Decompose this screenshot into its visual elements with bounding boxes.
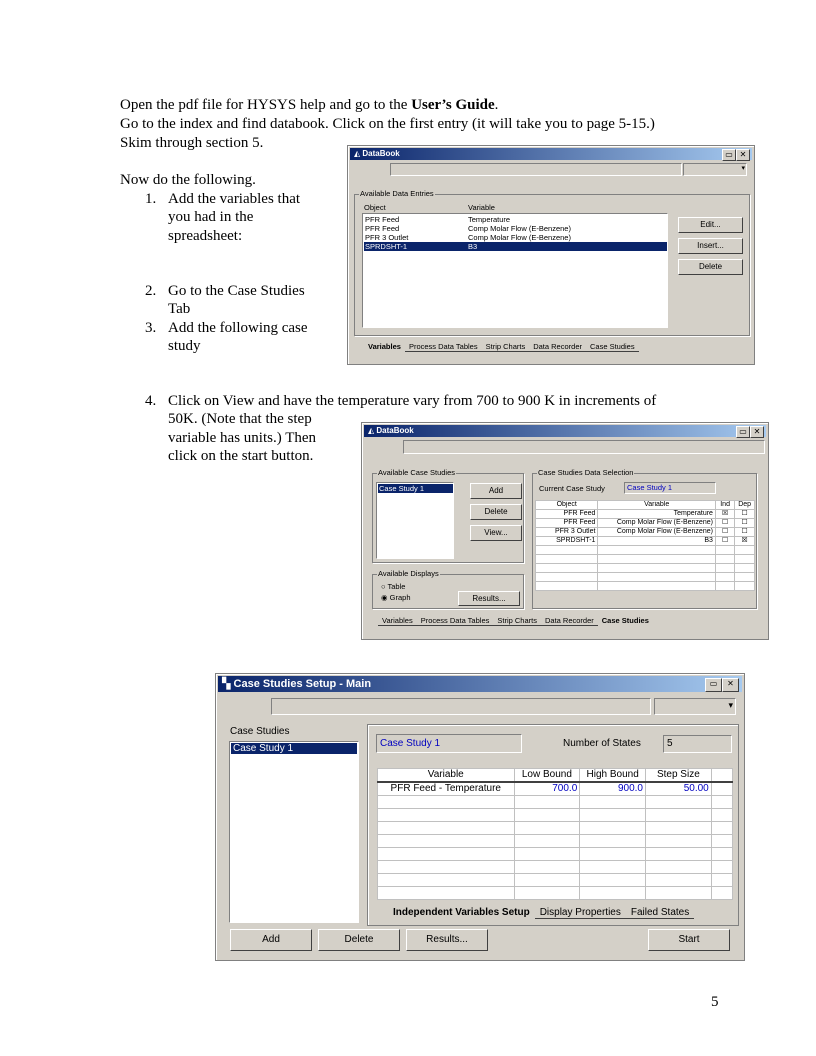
- group-label: Available Case Studies: [378, 468, 455, 477]
- unit-dropdown[interactable]: [654, 698, 736, 715]
- results-button[interactable]: Results...: [458, 591, 520, 606]
- minimize-icon[interactable]: ▭: [722, 149, 736, 161]
- tab-process-data-tables[interactable]: Process Data Tables: [417, 616, 494, 626]
- table-row[interactable]: PFR Feed - Temperature 700.0 900.0 50.00: [378, 782, 733, 796]
- tab-strip-charts[interactable]: Strip Charts: [482, 342, 530, 352]
- name-field[interactable]: [271, 698, 651, 715]
- column-header-variable: Variable: [468, 203, 495, 212]
- table-row-empty: [378, 874, 733, 887]
- list-item-selected[interactable]: Case Study 1: [378, 484, 453, 493]
- ind-checkbox[interactable]: ☒: [715, 510, 734, 519]
- edit-button[interactable]: Edit...: [678, 217, 743, 233]
- column-header: Object: [536, 501, 598, 510]
- window-title: ◭ DataBook ▭ ✕: [350, 148, 752, 160]
- available-case-studies-group: [372, 468, 524, 563]
- chevron-down-icon: ▾: [728, 700, 733, 710]
- databook-window-variables: [347, 145, 755, 365]
- column-header: Step Size: [646, 769, 712, 783]
- step-4-line: click on the start button.: [168, 448, 314, 464]
- step-4-number: 4.: [145, 393, 157, 409]
- setup-tab-bar: [388, 907, 694, 919]
- step-3-number: 3.: [145, 320, 157, 336]
- group-label: Available Data Entries: [360, 189, 434, 198]
- close-icon[interactable]: ✕: [750, 426, 764, 438]
- list-item[interactable]: PFR Feed Temperature: [365, 215, 511, 224]
- unit-dropdown[interactable]: [683, 163, 747, 176]
- tab-independent-variables-setup[interactable]: Independent Variables Setup: [393, 907, 530, 918]
- list-item-selected[interactable]: SPRDSHT-1 B3: [364, 242, 667, 251]
- databook-tab-bar: [364, 342, 639, 352]
- tab-strip-charts[interactable]: Strip Charts: [493, 616, 541, 626]
- instruction-line-2: Go to the index and find databook. Click on the first entry (it will take you to page 5-15.): [120, 116, 655, 132]
- radio-graph[interactable]: ◉ Graph: [381, 593, 411, 602]
- table-row: SPRDSHT-1 B3 ☐ ☒: [536, 537, 755, 546]
- number-of-states-label: Number of States: [563, 738, 641, 749]
- data-entries-list[interactable]: [362, 213, 668, 328]
- table-row-empty: [378, 809, 733, 822]
- group-label: Case Studies Data Selection: [538, 468, 634, 477]
- table-row-empty: [378, 887, 733, 900]
- tab-failed-states[interactable]: Failed States: [626, 907, 694, 919]
- setup-panel: [367, 724, 739, 926]
- step-4-line: 50K. (Note that the step: [168, 411, 312, 427]
- tab-case-studies[interactable]: Case Studies: [601, 616, 649, 625]
- dep-checkbox[interactable]: ☐: [735, 510, 755, 519]
- column-header: Variable: [598, 501, 716, 510]
- ind-checkbox[interactable]: ☐: [715, 528, 734, 537]
- step-4-line: variable has units.) Then: [168, 430, 317, 446]
- table-row: PFR Feed Temperature ☒ ☐: [536, 510, 755, 519]
- case-studies-list[interactable]: [229, 741, 359, 923]
- column-header: Variable: [378, 769, 515, 783]
- case-studies-data-selection-group: [532, 468, 757, 609]
- table-row: PFR 3 Outlet Comp Molar Flow (E-Benzene) ☐ ☐: [536, 528, 755, 537]
- table-row-empty: [536, 546, 755, 555]
- page-number: 5: [711, 994, 719, 1010]
- table-row-empty: [536, 582, 755, 591]
- column-header: Low Bound: [514, 769, 580, 783]
- current-case-study-field[interactable]: Case Study 1: [624, 482, 716, 494]
- column-header-object: Object: [364, 203, 386, 212]
- name-field[interactable]: [403, 440, 765, 454]
- tab-data-recorder[interactable]: Data Recorder: [541, 616, 598, 626]
- view-button[interactable]: View...: [470, 525, 522, 541]
- window-title: ▚ Case Studies Setup - Main ▭ ✕: [218, 676, 742, 692]
- insert-button[interactable]: Insert...: [678, 238, 743, 254]
- step-3-line: Add the following case: [168, 320, 308, 336]
- tab-data-recorder[interactable]: Data Recorder: [529, 342, 586, 352]
- list-item-selected[interactable]: Case Study 1: [231, 743, 357, 754]
- step-2-line: Go to the Case Studies: [168, 283, 305, 299]
- step-2-line: Tab: [168, 301, 191, 317]
- table-row: PFR Feed Comp Molar Flow (E-Benzene) ☐ ☐: [536, 519, 755, 528]
- table-row-empty: [536, 564, 755, 573]
- radio-table[interactable]: ○ Table: [381, 582, 406, 591]
- dep-checkbox[interactable]: ☐: [735, 528, 755, 537]
- delete-button[interactable]: Delete: [470, 504, 522, 520]
- case-name-field[interactable]: Case Study 1: [376, 734, 522, 753]
- table-row-empty: [378, 848, 733, 861]
- step-1-line: spreadsheet:: [168, 228, 243, 244]
- minimize-icon[interactable]: ▭: [736, 426, 750, 438]
- instruction-line-1: Open the pdf file for HYSYS help and go to the User’s Guide.: [120, 97, 499, 113]
- window-title: ◭ DataBook ▭ ✕: [364, 425, 766, 437]
- table-row-empty: [378, 796, 733, 809]
- table-row-empty: [536, 573, 755, 582]
- dep-checkbox[interactable]: ☐: [735, 519, 755, 528]
- step-1-line: you had in the: [168, 209, 254, 225]
- instruction-line-4: Now do the following.: [120, 172, 256, 188]
- close-icon[interactable]: ✕: [736, 149, 750, 161]
- table-row-empty: [536, 555, 755, 564]
- case-studies-setup-window: [215, 673, 745, 961]
- delete-button[interactable]: Delete: [678, 259, 743, 275]
- name-field[interactable]: [390, 163, 682, 176]
- results-button[interactable]: Results...: [406, 929, 488, 951]
- start-button[interactable]: Start: [648, 929, 730, 951]
- delete-button[interactable]: Delete: [318, 929, 400, 951]
- case-studies-label: Case Studies: [230, 726, 290, 737]
- tab-process-data-tables[interactable]: Process Data Tables: [405, 342, 482, 352]
- databook-tab-bar: [378, 616, 653, 626]
- data-selection-table: [535, 500, 755, 591]
- chevron-down-icon: ▾: [741, 165, 745, 172]
- add-button[interactable]: Add: [230, 929, 312, 951]
- step-1-line: Add the variables that: [168, 191, 301, 207]
- number-of-states-field[interactable]: 5: [663, 735, 732, 753]
- independent-variables-table: [377, 768, 733, 900]
- step-1-number: 1.: [145, 191, 157, 207]
- tab-variables[interactable]: Variables: [368, 342, 401, 351]
- instruction-line-3: Skim through section 5.: [120, 135, 264, 151]
- step-3-line: study: [168, 338, 201, 354]
- column-header: High Bound: [580, 769, 646, 783]
- step-4-line: Click on View and have the temperature vary from 700 to 900 K in increments of: [168, 393, 657, 409]
- close-icon[interactable]: ✕: [722, 678, 739, 692]
- window-app-icon: ◭: [368, 426, 377, 435]
- databook-window-case-studies: [361, 422, 769, 640]
- ind-checkbox[interactable]: ☐: [715, 519, 734, 528]
- dep-checkbox[interactable]: ☒: [735, 537, 755, 546]
- minimize-icon[interactable]: ▭: [705, 678, 722, 692]
- list-item[interactable]: PFR 3 Outlet Comp Molar Flow (E-Benzene): [365, 233, 571, 242]
- tab-case-studies[interactable]: Case Studies: [586, 342, 639, 352]
- table-row-empty: [378, 835, 733, 848]
- tab-display-properties[interactable]: Display Properties: [535, 907, 626, 919]
- available-displays-group: [372, 569, 524, 609]
- current-case-study-label: Current Case Study: [539, 484, 605, 493]
- table-row-empty: [378, 822, 733, 835]
- ind-checkbox[interactable]: ☐: [715, 537, 734, 546]
- window-app-icon: ◭: [354, 149, 363, 158]
- tab-variables[interactable]: Variables: [378, 616, 417, 626]
- add-button[interactable]: Add: [470, 483, 522, 499]
- column-header: [711, 769, 732, 783]
- group-label: Available Displays: [378, 569, 439, 578]
- list-item[interactable]: PFR Feed Comp Molar Flow (E-Benzene): [365, 224, 571, 233]
- case-studies-list[interactable]: [376, 482, 454, 559]
- available-data-entries-group: [354, 189, 750, 336]
- column-header: Ind: [715, 501, 734, 510]
- window-app-icon: ▚: [222, 678, 234, 690]
- table-row-empty: [378, 861, 733, 874]
- step-2-number: 2.: [145, 283, 157, 299]
- column-header: Dep: [735, 501, 755, 510]
